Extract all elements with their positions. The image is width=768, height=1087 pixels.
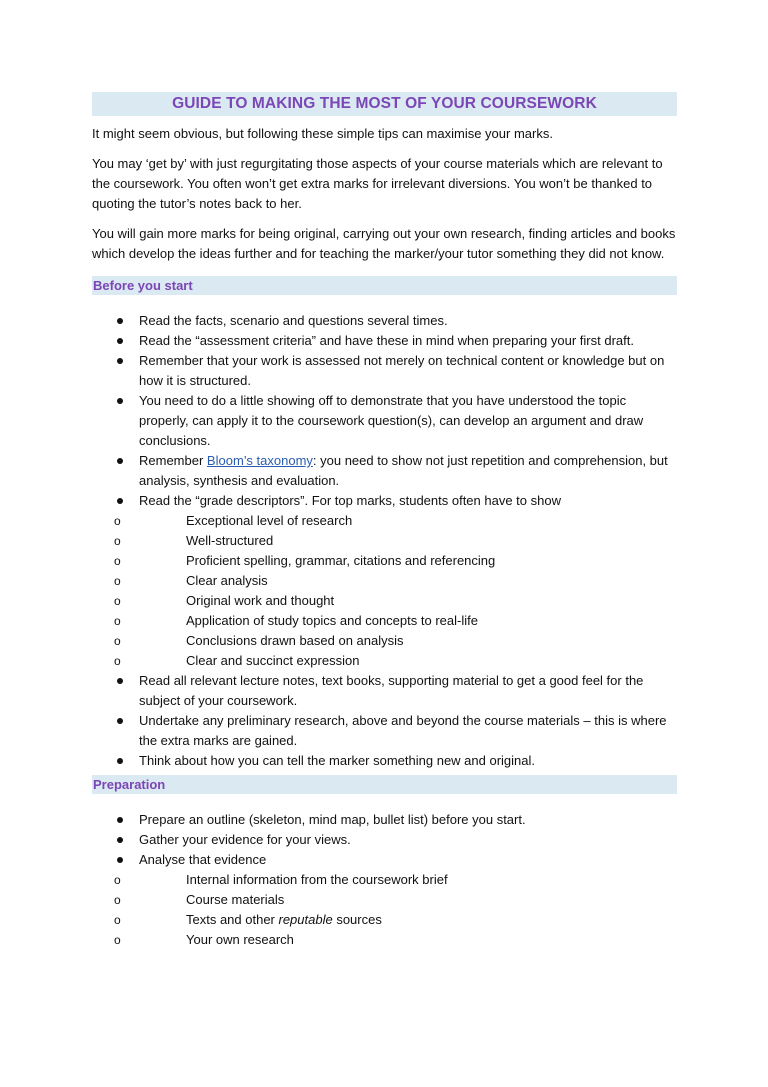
sublist-item: o Proficient spelling, grammar, citations and referencing xyxy=(92,551,677,571)
intro-paragraph: It might seem obvious, but following these simple tips can maximise your marks. xyxy=(92,126,553,141)
sublist-item: o Course materials xyxy=(92,890,677,910)
page-content xyxy=(92,92,677,950)
section-heading-preparation: Preparation xyxy=(92,775,677,794)
analyse-evidence-label: Analyse that evidence xyxy=(139,852,267,867)
sub-bullet-marker: o xyxy=(114,634,121,648)
grade-descriptor-sublist xyxy=(92,511,677,671)
paragraph-originality: You will gain more marks for being original, carrying out your own research, finding articles and books which develop the ideas further and for teaching the marker/your tutor something they did not know. xyxy=(92,226,676,261)
sublist-item: o Clear analysis xyxy=(92,571,677,591)
section-heading-before-you-start: Before you start xyxy=(92,276,677,295)
sub-bullet-marker: o xyxy=(114,913,121,927)
sub-bullet-marker: o xyxy=(114,614,121,628)
sublist-item: o Your own research xyxy=(92,930,677,950)
bloom-prefix: Remember xyxy=(139,453,207,468)
paragraph-get-by: You may ‘get by’ with just regurgitating those aspects of your course materials which are relevant to the coursework. You often won’t get extra marks for irrelevant diversions. You won’t be thanked to quoting the tutor’s notes back to her. xyxy=(92,156,663,211)
list-item-grade-descriptors xyxy=(92,491,677,671)
list-item-analyse-evidence xyxy=(92,850,677,950)
sub-bullet-marker: o xyxy=(114,514,121,528)
bloom-suffix: : you need to show not just repetition and comprehension, but analysis, synthesis and evaluation. xyxy=(139,453,668,488)
sub-bullet-marker: o xyxy=(114,554,121,568)
sub-bullet-marker: o xyxy=(114,574,121,588)
sublist-item: o Well-structured xyxy=(92,531,677,551)
list-item: Prepare an outline (skeleton, mind map, bullet list) before you start. xyxy=(92,810,677,830)
list-item: Read all relevant lecture notes, text books, supporting material to get a good feel for the subject of your coursework. xyxy=(92,671,677,711)
blooms-taxonomy-link[interactable]: Bloom’s taxonomy xyxy=(206,453,313,468)
sub-bullet-marker: o xyxy=(114,534,121,548)
list-item: Gather your evidence for your views. xyxy=(92,830,677,850)
list-item: Undertake any preliminary research, above and beyond the course materials – this is where the extra marks are gained. xyxy=(92,711,677,751)
list-item: Think about how you can tell the marker something new and original. xyxy=(92,751,677,771)
sub-bullet-marker: o xyxy=(114,873,121,887)
evidence-sublist xyxy=(92,870,677,950)
list-item: You need to do a little showing off to demonstrate that you have understood the topic properly, can apply it to the coursework question(s), can develop an argument and draw conclusions. xyxy=(92,391,677,451)
sublist-item: o Clear and succinct expression xyxy=(92,651,677,671)
sub-bullet-marker: o xyxy=(114,594,121,608)
list-item: Read the “assessment criteria” and have these in mind when preparing your first draft. xyxy=(92,331,677,351)
list-item: Remember that your work is assessed not merely on technical content or knowledge but on how it is structured. xyxy=(92,351,677,391)
sub-bullet-marker: o xyxy=(114,893,121,907)
sub-bullet-marker: o xyxy=(114,933,121,947)
sublist-item: o Original work and thought xyxy=(92,591,677,611)
sublist-item: o Internal information from the coursework brief xyxy=(92,870,677,890)
grade-intro: Read the “grade descriptors”. For top marks, students often have to show xyxy=(139,493,561,508)
before-you-start-list xyxy=(92,311,677,771)
list-item-bloom xyxy=(92,451,677,491)
list-item: Read the facts, scenario and questions several times. xyxy=(92,311,677,331)
document-title: GUIDE TO MAKING THE MOST OF YOUR COURSEWORK xyxy=(92,92,677,116)
sublist-item: o Conclusions drawn based on analysis xyxy=(92,631,677,651)
sublist-item: o Texts and other reputable sources xyxy=(92,910,677,930)
preparation-list xyxy=(92,810,677,950)
sublist-item: o Exceptional level of research xyxy=(92,511,677,531)
sub-bullet-marker: o xyxy=(114,654,121,668)
sublist-item: o Application of study topics and concepts to real-life xyxy=(92,611,677,631)
